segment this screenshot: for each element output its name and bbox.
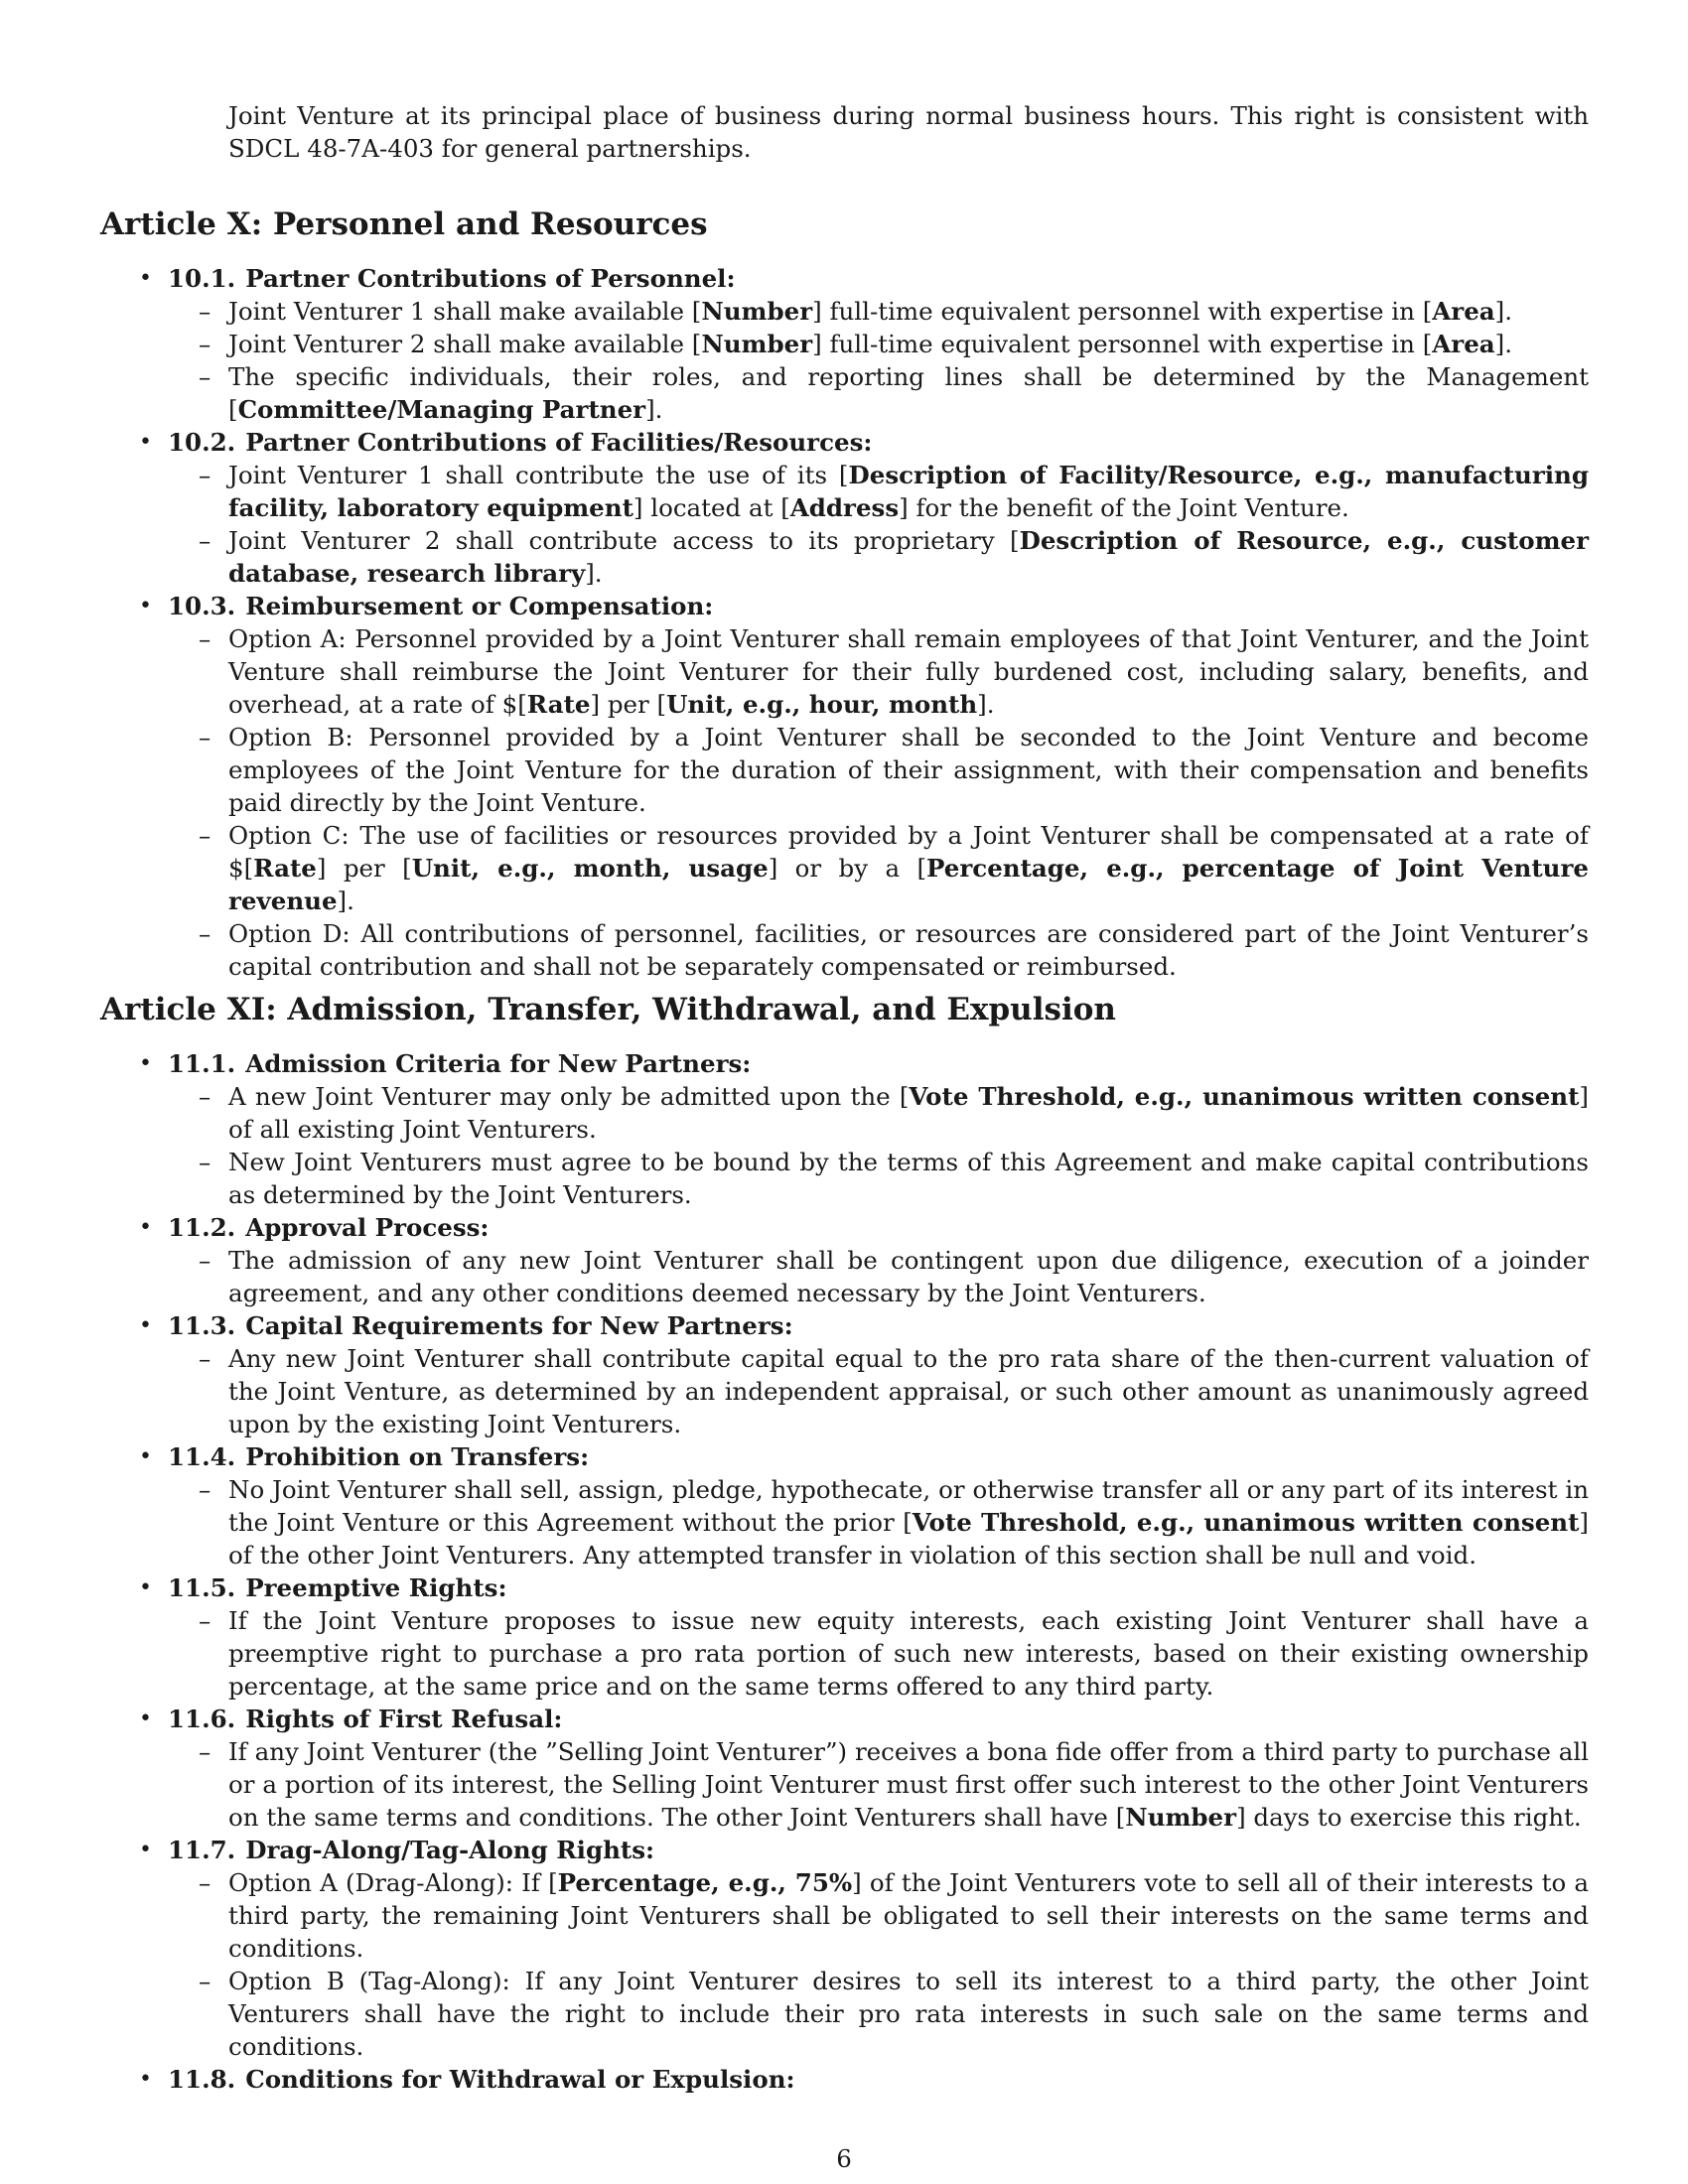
section-items bbox=[168, 1735, 1589, 1834]
list-item bbox=[168, 360, 1589, 426]
section-items bbox=[168, 295, 1589, 426]
item-text: ] full-time equivalent personnel with expertise in [ bbox=[812, 330, 1433, 358]
section-number: 11.3. bbox=[168, 1311, 236, 1340]
section-10-2 bbox=[135, 426, 1589, 590]
section-number: 11.2. bbox=[168, 1213, 236, 1242]
list-item bbox=[168, 721, 1589, 819]
section-heading bbox=[168, 1309, 1589, 1342]
section-title: Drag-Along/Tag-Along Rights: bbox=[245, 1836, 655, 1864]
item-text: ] or by a [ bbox=[768, 854, 927, 883]
placeholder-field: Number bbox=[701, 297, 813, 326]
section-heading bbox=[168, 1047, 1589, 1080]
placeholder-field: Rate bbox=[253, 854, 317, 883]
section-title: Preemptive Rights: bbox=[245, 1573, 507, 1602]
placeholder-field: Committee/Managing Partner bbox=[237, 395, 646, 424]
lead-paragraph: Joint Venture at its principal place of business during normal business hours. This right is consistent with SDCL 48-7A-403 for general partnerships. bbox=[228, 101, 1589, 163]
placeholder-field: Rate bbox=[526, 690, 591, 719]
list-item bbox=[168, 295, 1589, 328]
section-heading bbox=[168, 590, 1589, 622]
list-item bbox=[168, 459, 1589, 524]
section-heading bbox=[168, 1440, 1589, 1473]
section-11-5 bbox=[135, 1571, 1589, 1703]
item-text: A new Joint Venturer may only be admitted upon the [ bbox=[228, 1082, 910, 1111]
item-text: ]. bbox=[337, 887, 354, 915]
placeholder-field: Area bbox=[1432, 330, 1495, 358]
list-item bbox=[168, 1342, 1589, 1440]
item-text: Option B: Personnel provided by a Joint Venturer shall be seconded to the Joint Venture and become employees of the Joint Venture for the duration of their assignment, with their compensation and benefits paid directly by the Joint Venture. bbox=[228, 723, 1589, 817]
item-text: ] of the Joint Venturers vote to sell all of their interests to a third party, the remaining Joint Venturers shall be obligated to sell their interests on the same terms and conditions. bbox=[228, 1868, 1589, 1963]
item-text: Any new Joint Venturer shall contribute capital equal to the pro rata share of the then-current valuation of the Joint Venture, as determined by an independent appraisal, or such other amount as unanimously agreed upon by the existing Joint Venturers. bbox=[228, 1344, 1589, 1438]
article-x-sections bbox=[135, 262, 1589, 983]
placeholder-field: Number bbox=[1125, 1803, 1237, 1832]
section-11-4 bbox=[135, 1440, 1589, 1571]
section-title: Partner Contributions of Facilities/Resources: bbox=[245, 428, 873, 457]
section-11-7 bbox=[135, 1834, 1589, 2063]
page-number: 6 bbox=[836, 2144, 852, 2173]
item-text: ]. bbox=[645, 395, 663, 424]
section-11-1 bbox=[135, 1047, 1589, 1211]
item-text: ]. bbox=[1494, 330, 1513, 358]
placeholder-field: Vote Threshold, e.g., unanimous written consent bbox=[912, 1508, 1580, 1537]
list-item bbox=[168, 1866, 1589, 1965]
section-number: 11.7. bbox=[168, 1836, 236, 1864]
section-items bbox=[168, 459, 1589, 590]
section-number: 10.2. bbox=[168, 428, 236, 457]
section-10-1 bbox=[135, 262, 1589, 426]
article-xi-heading: Article XI: Admission, Transfer, Withdrawal, and Expulsion bbox=[100, 992, 1116, 1027]
section-title: Prohibition on Transfers: bbox=[245, 1442, 590, 1471]
section-items bbox=[168, 1473, 1589, 1571]
placeholder-field: Percentage, e.g., percentage of Joint Venture revenue bbox=[228, 854, 1589, 915]
item-text: ] per [ bbox=[590, 690, 667, 719]
section-heading bbox=[168, 1211, 1589, 1244]
list-item bbox=[168, 622, 1589, 721]
list-item bbox=[168, 819, 1589, 917]
section-heading bbox=[168, 426, 1589, 459]
list-item bbox=[168, 1080, 1589, 1146]
placeholder-field: Address bbox=[789, 493, 900, 522]
section-title: Partner Contributions of Personnel: bbox=[245, 264, 736, 293]
section-heading bbox=[168, 1703, 1589, 1735]
item-text: ]. bbox=[585, 559, 603, 588]
section-items bbox=[168, 1866, 1589, 2063]
item-text: If any Joint Venturer (the ”Selling Joint Venturer”) receives a bona fide offer from a third party to purchase all or a portion of its interest, the Selling Joint Venturer must first offer such interest to the other Joint Venturers on the same terms and conditions. The other Joint Venturers shall have [ bbox=[228, 1737, 1589, 1832]
section-items bbox=[168, 622, 1589, 983]
section-items bbox=[168, 1080, 1589, 1211]
article-x-heading: Article X: Personnel and Resources bbox=[100, 206, 708, 242]
list-item bbox=[168, 917, 1589, 983]
item-text: Joint Venturer 1 shall make available [ bbox=[228, 297, 702, 326]
placeholder-field: Unit, e.g., month, usage bbox=[411, 854, 769, 883]
item-text: ]. bbox=[1494, 297, 1513, 326]
section-title: Capital Requirements for New Partners: bbox=[245, 1311, 793, 1340]
item-text: ] located at [ bbox=[633, 493, 790, 522]
list-item bbox=[168, 1473, 1589, 1571]
placeholder-field: Vote Threshold, e.g., unanimous written consent bbox=[909, 1082, 1580, 1111]
placeholder-field: Unit, e.g., hour, month bbox=[666, 690, 978, 719]
item-text: Joint Venturer 2 shall contribute access to its proprietary [ bbox=[228, 526, 1020, 555]
section-title: Conditions for Withdrawal or Expulsion: bbox=[245, 2065, 795, 2094]
item-text: ]. bbox=[977, 690, 995, 719]
section-items bbox=[168, 1342, 1589, 1440]
placeholder-field: Description of Facility/Resource, e.g., manufacturing facility, laboratory equipment bbox=[228, 461, 1589, 522]
section-title: Approval Process: bbox=[245, 1213, 490, 1242]
item-text: If the Joint Venture proposes to issue new equity interests, each existing Joint Venturer shall have a preemptive right to purchase a pro rata portion of such new interests, based on their existing ownership percentage, at the same price and on the same terms offered to any third party. bbox=[228, 1606, 1589, 1701]
section-number: 11.6. bbox=[168, 1705, 236, 1733]
item-text: No Joint Venturer shall sell, assign, pledge, hypothecate, or otherwise transfer all or any part of its interest in the Joint Venture or this Agreement without the prior [ bbox=[228, 1475, 1589, 1537]
section-number: 11.5. bbox=[168, 1573, 236, 1602]
list-item bbox=[168, 524, 1589, 590]
section-11-3 bbox=[135, 1309, 1589, 1440]
item-text: Option B (Tag-Along): If any Joint Venturer desires to sell its interest to a third party, the other Joint Venturers shall have the right to include their pro rata interests in such sale on the same terms and conditions. bbox=[228, 1967, 1589, 2061]
item-text: Option C: The use of facilities or resources provided by a Joint Venturer shall be compensated at a rate of $[ bbox=[228, 821, 1589, 883]
list-item bbox=[168, 1146, 1589, 1211]
section-heading bbox=[168, 2063, 1589, 2096]
section-heading bbox=[168, 1571, 1589, 1604]
section-11-6 bbox=[135, 1703, 1589, 1834]
list-item bbox=[168, 1604, 1589, 1703]
section-title: Reimbursement or Compensation: bbox=[245, 592, 714, 620]
placeholder-field: Area bbox=[1432, 297, 1495, 326]
section-number: 10.1. bbox=[168, 264, 236, 293]
item-text: The admission of any new Joint Venturer shall be contingent upon due diligence, execution of a joinder agreement, and any other conditions deemed necessary by the Joint Venturers. bbox=[228, 1246, 1589, 1307]
item-text: Option A (Drag-Along): If [ bbox=[228, 1868, 558, 1897]
article-xi-sections bbox=[135, 1047, 1589, 2096]
item-text: The specific individuals, their roles, and reporting lines shall be determined by the Management [ bbox=[228, 362, 1589, 424]
item-text: ] per [ bbox=[316, 854, 412, 883]
item-text: ] of all existing Joint Venturers. bbox=[228, 1082, 1589, 1144]
section-11-8 bbox=[135, 2063, 1589, 2096]
list-item bbox=[168, 1244, 1589, 1309]
item-text: Joint Venturer 2 shall make available [ bbox=[228, 330, 702, 358]
section-items bbox=[168, 1244, 1589, 1309]
section-items bbox=[168, 1604, 1589, 1703]
list-item bbox=[168, 1735, 1589, 1834]
section-number: 11.8. bbox=[168, 2065, 236, 2094]
section-heading bbox=[168, 262, 1589, 295]
item-text: New Joint Venturers must agree to be bound by the terms of this Agreement and make capital contributions as determined by the Joint Venturers. bbox=[228, 1148, 1589, 1209]
section-number: 11.4. bbox=[168, 1442, 236, 1471]
section-title: Rights of First Refusal: bbox=[245, 1705, 563, 1733]
item-text: ] full-time equivalent personnel with expertise in [ bbox=[812, 297, 1433, 326]
section-title: Admission Criteria for New Partners: bbox=[245, 1049, 752, 1078]
item-text: ] days to exercise this right. bbox=[1236, 1803, 1582, 1832]
section-number: 10.3. bbox=[168, 592, 236, 620]
section-heading bbox=[168, 1834, 1589, 1866]
item-text: ] of the other Joint Venturers. Any attempted transfer in violation of this section shall be null and void. bbox=[228, 1508, 1589, 1570]
section-number: 11.1. bbox=[168, 1049, 236, 1078]
placeholder-field: Percentage, e.g., 75% bbox=[557, 1868, 853, 1897]
item-text: Joint Venturer 1 shall contribute the use of its [ bbox=[228, 461, 849, 489]
placeholder-field: Description of Resource, e.g., customer database, research library bbox=[228, 526, 1590, 588]
placeholder-field: Number bbox=[701, 330, 813, 358]
item-text: ] for the benefit of the Joint Venture. bbox=[899, 493, 1349, 522]
section-10-3 bbox=[135, 590, 1589, 983]
section-11-2 bbox=[135, 1211, 1589, 1309]
item-text: Option A: Personnel provided by a Joint Venturer shall remain employees of that Joint Venturer, and the Joint Venture shall reimburse the Joint Venturer for their fully burdened cost, including salary, benefits, and overhead, at a rate of $[ bbox=[228, 624, 1589, 719]
list-item bbox=[168, 1965, 1589, 2063]
item-text: Option D: All contributions of personnel, facilities, or resources are considered part of the Joint Venturer’s capital contribution and shall not be separately compensated or reimbursed. bbox=[228, 919, 1589, 981]
list-item bbox=[168, 328, 1589, 360]
